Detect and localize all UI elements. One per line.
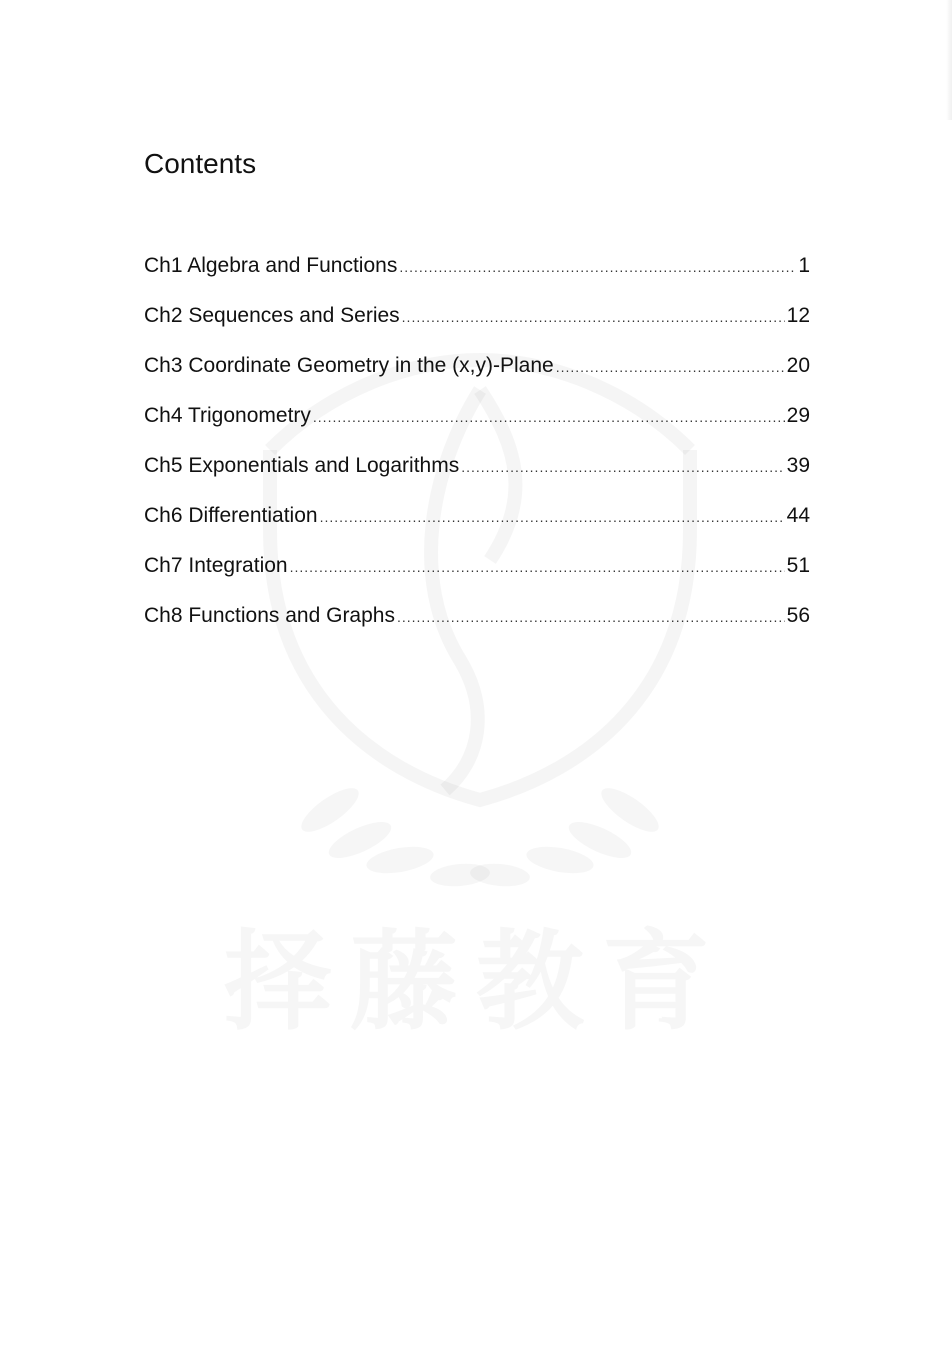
toc-entry-label: Ch8 Functions and Graphs — [144, 604, 395, 627]
toc-page-number: 56 — [786, 604, 810, 627]
watermark-text — [0, 895, 952, 1050]
toc-dot-leader — [461, 451, 784, 483]
toc-entry[interactable] — [144, 300, 810, 350]
toc-entry[interactable] — [144, 250, 810, 300]
toc-entry[interactable] — [144, 600, 810, 650]
toc-entry-label: Ch6 Differentiation — [144, 504, 318, 527]
toc-dot-leader — [397, 601, 785, 633]
toc-entry-label: Ch5 Exponentials and Logarithms — [144, 454, 460, 477]
toc-page-number: 39 — [786, 454, 810, 477]
page-edge-shadow — [946, 0, 952, 120]
table-of-contents — [144, 250, 810, 650]
toc-entry[interactable] — [144, 500, 810, 550]
toc-entry-label: Ch7 Integration — [144, 554, 288, 577]
toc-entry[interactable] — [144, 350, 810, 400]
toc-entry-label: Ch3 Coordinate Geometry in the (x,y)-Plane — [144, 354, 554, 377]
toc-dot-leader — [313, 401, 785, 433]
toc-page-number: 12 — [786, 304, 810, 327]
toc-page-number: 51 — [786, 554, 810, 577]
toc-entry[interactable] — [144, 450, 810, 500]
toc-page-number: 20 — [786, 354, 810, 377]
toc-dot-leader — [399, 251, 796, 283]
toc-page-number: 44 — [786, 504, 810, 527]
toc-page-number: 29 — [786, 404, 810, 427]
toc-dot-leader — [290, 551, 785, 583]
toc-page-number: 1 — [798, 254, 810, 277]
page-title: Contents — [144, 148, 257, 179]
toc-entry[interactable] — [144, 400, 810, 450]
toc-entry-label: Ch4 Trigonometry — [144, 404, 311, 427]
toc-dot-leader — [556, 351, 785, 383]
toc-entry-label: Ch1 Algebra and Functions — [144, 254, 398, 277]
toc-dot-leader — [320, 501, 785, 533]
toc-entry[interactable] — [144, 550, 810, 600]
toc-dot-leader — [402, 301, 785, 333]
toc-entry-label: Ch2 Sequences and Series — [144, 304, 400, 327]
